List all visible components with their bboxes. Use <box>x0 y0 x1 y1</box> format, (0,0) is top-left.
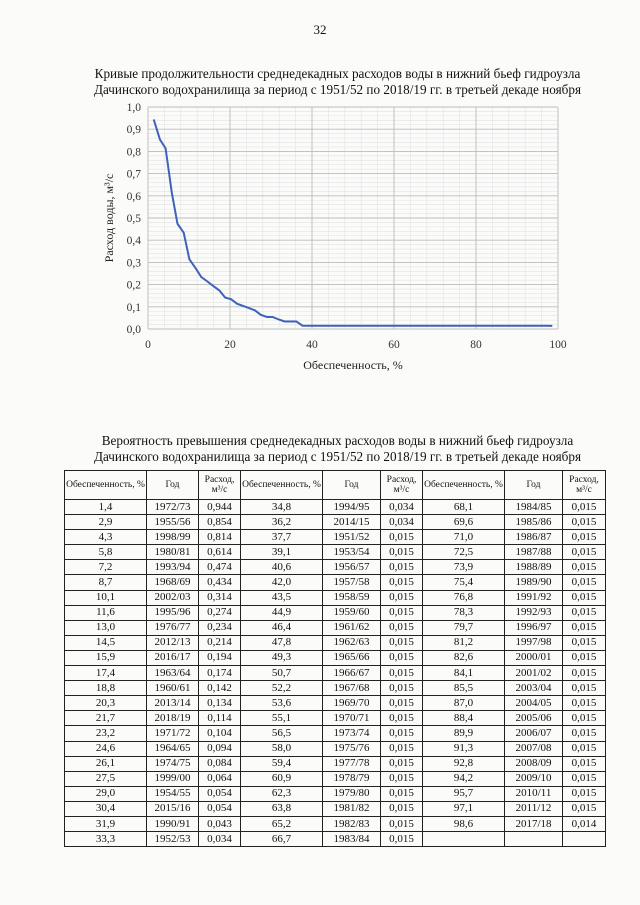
table-cell: 0,015 <box>381 590 423 605</box>
table-cell: 0,064 <box>199 771 241 786</box>
table-cell: 1998/99 <box>147 530 199 545</box>
column-header: Обеспеченность, % <box>241 471 323 500</box>
table-cell: 0,084 <box>199 756 241 771</box>
table-cell: 43,5 <box>241 590 323 605</box>
y-axis-label: Расход воды, м³/с <box>102 173 116 263</box>
table-cell: 1971/72 <box>147 726 199 741</box>
table-cell: 1992/93 <box>505 605 563 620</box>
table-cell: 0,015 <box>381 650 423 665</box>
table-cell: 2002/03 <box>147 590 199 605</box>
table-cell: 0,015 <box>563 575 606 590</box>
table-cell: 1981/82 <box>323 801 381 816</box>
table-cell: 1996/97 <box>505 620 563 635</box>
table-title-line1: Вероятность превышения среднедекадных расходов воды в нижний бьеф гидроузла <box>101 433 574 448</box>
table-cell: 1954/55 <box>147 786 199 801</box>
table-cell: 17,4 <box>65 666 147 681</box>
table-cell: 0,015 <box>563 620 606 635</box>
table-cell: 1974/75 <box>147 756 199 771</box>
duration-curve-chart <box>0 0 640 380</box>
table-row <box>65 620 606 635</box>
table-row <box>65 605 606 620</box>
table-cell: 2007/08 <box>505 741 563 756</box>
table-cell: 1966/67 <box>323 666 381 681</box>
y-tick-label: 0,7 <box>126 168 141 181</box>
table-cell: 1965/66 <box>323 650 381 665</box>
table-cell: 0,015 <box>381 816 423 831</box>
table-cell: 39,1 <box>241 545 323 560</box>
table-row <box>65 530 606 545</box>
table-cell: 0,015 <box>381 545 423 560</box>
table-cell: 71,0 <box>423 530 505 545</box>
table-cell: 2004/05 <box>505 696 563 711</box>
table-row <box>65 500 606 515</box>
table-cell: 1980/81 <box>147 545 199 560</box>
table-cell: 0,474 <box>199 560 241 575</box>
table-cell: 1960/61 <box>147 681 199 696</box>
table-cell: 0,174 <box>199 666 241 681</box>
table-cell: 1977/78 <box>323 756 381 771</box>
table-row <box>65 650 606 665</box>
table-cell: 59,4 <box>241 756 323 771</box>
table-cell: 1961/62 <box>323 620 381 635</box>
table-cell: 1982/83 <box>323 816 381 831</box>
table-cell: 1964/65 <box>147 741 199 756</box>
table-cell <box>505 832 563 847</box>
table-cell: 60,9 <box>241 771 323 786</box>
y-tick-label: 1,0 <box>126 102 141 114</box>
table-cell: 0,015 <box>563 605 606 620</box>
y-tick-label: 0,4 <box>126 235 141 248</box>
table-cell: 0,015 <box>381 756 423 771</box>
table-cell: 75,4 <box>423 575 505 590</box>
table-title <box>30 433 640 465</box>
table-cell: 0,015 <box>563 696 606 711</box>
table-cell: 0,094 <box>199 741 241 756</box>
table-cell: 1,4 <box>65 500 147 515</box>
table-cell: 13,0 <box>65 620 147 635</box>
table-header-row <box>65 471 606 500</box>
table-cell: 42,0 <box>241 575 323 590</box>
column-header: Обеспеченность, % <box>423 471 505 500</box>
table-row <box>65 560 606 575</box>
table-cell: 0,194 <box>199 650 241 665</box>
table-cell: 1989/90 <box>505 575 563 590</box>
table-cell: 0,054 <box>199 801 241 816</box>
table-cell: 1987/88 <box>505 545 563 560</box>
column-header: Расход, м³/с <box>199 471 241 500</box>
column-header: Расход, м³/с <box>563 471 606 500</box>
table-cell: 0,114 <box>199 711 241 726</box>
table-cell: 1978/79 <box>323 771 381 786</box>
y-tick-label: 0,1 <box>126 301 141 314</box>
table-cell: 0,015 <box>381 681 423 696</box>
table-cell: 97,1 <box>423 801 505 816</box>
table-cell: 2012/13 <box>147 635 199 650</box>
table-cell: 91,3 <box>423 741 505 756</box>
table-row <box>65 756 606 771</box>
x-axis-label: Обеспеченность, % <box>303 358 403 372</box>
table-cell: 0,043 <box>199 816 241 831</box>
table-cell: 1959/60 <box>323 605 381 620</box>
table-cell: 2011/12 <box>505 801 563 816</box>
table-cell: 0,234 <box>199 620 241 635</box>
table-cell: 89,9 <box>423 726 505 741</box>
table-cell: 26,1 <box>65 756 147 771</box>
table-cell: 95,7 <box>423 786 505 801</box>
table-cell: 0,015 <box>563 786 606 801</box>
table-cell: 2015/16 <box>147 801 199 816</box>
table-cell: 1951/52 <box>323 530 381 545</box>
table-cell: 1969/70 <box>323 696 381 711</box>
table-cell: 1986/87 <box>505 530 563 545</box>
table-cell: 0,015 <box>381 741 423 756</box>
table-cell: 5,8 <box>65 545 147 560</box>
x-axis-ticks <box>145 339 567 351</box>
table-cell: 2018/19 <box>147 711 199 726</box>
table-cell: 11,6 <box>65 605 147 620</box>
table-cell: 1968/69 <box>147 575 199 590</box>
table-cell <box>563 832 606 847</box>
table-cell: 1973/74 <box>323 726 381 741</box>
table-cell: 18,8 <box>65 681 147 696</box>
exceedance-table <box>64 470 606 847</box>
table-cell: 1997/98 <box>505 635 563 650</box>
table-cell: 98,6 <box>423 816 505 831</box>
table-cell: 0,104 <box>199 726 241 741</box>
table-cell: 63,8 <box>241 801 323 816</box>
table-cell: 1952/53 <box>147 832 199 847</box>
table-cell: 0,015 <box>381 620 423 635</box>
table-cell: 0,015 <box>563 515 606 530</box>
chart-title-line2: Дачинского водохранилища за период с 1951/52 по 2018/19 гг. в третьей декаде ноября <box>93 82 582 97</box>
table-cell: 0,015 <box>563 666 606 681</box>
table-cell: 0,015 <box>381 726 423 741</box>
table-row <box>65 590 606 605</box>
table-cell: 58,0 <box>241 741 323 756</box>
table-row <box>65 711 606 726</box>
table-cell: 46,4 <box>241 620 323 635</box>
table-cell: 10,1 <box>65 590 147 605</box>
table-row <box>65 635 606 650</box>
table-cell: 78,3 <box>423 605 505 620</box>
table-cell: 2017/18 <box>505 816 563 831</box>
table-cell: 15,9 <box>65 650 147 665</box>
table-cell: 0,015 <box>563 801 606 816</box>
table-cell: 2001/02 <box>505 666 563 681</box>
y-tick-label: 0,2 <box>126 279 141 292</box>
table-cell: 2013/14 <box>147 696 199 711</box>
table-row <box>65 771 606 786</box>
table-row <box>65 832 606 847</box>
table-cell: 2000/01 <box>505 650 563 665</box>
table-cell: 56,5 <box>241 726 323 741</box>
table-cell: 0,015 <box>563 545 606 560</box>
table-cell: 85,5 <box>423 681 505 696</box>
table-cell: 1963/64 <box>147 666 199 681</box>
table-cell: 0,015 <box>563 500 606 515</box>
column-header: Расход, м³/с <box>381 471 423 500</box>
y-tick-label: 0,3 <box>126 257 141 270</box>
table-cell: 53,6 <box>241 696 323 711</box>
table-cell: 2009/10 <box>505 771 563 786</box>
table-cell: 1994/95 <box>323 500 381 515</box>
table-cell: 65,2 <box>241 816 323 831</box>
table-cell: 0,015 <box>381 801 423 816</box>
table-cell: 2,9 <box>65 515 147 530</box>
table-row <box>65 816 606 831</box>
table-cell: 24,6 <box>65 741 147 756</box>
table-cell: 0,015 <box>381 575 423 590</box>
table-row <box>65 515 606 530</box>
table-cell: 1957/58 <box>323 575 381 590</box>
table-cell: 1979/80 <box>323 786 381 801</box>
table-cell: 1983/84 <box>323 832 381 847</box>
table-cell: 0,015 <box>563 635 606 650</box>
table-cell: 29,0 <box>65 786 147 801</box>
table-cell: 68,1 <box>423 500 505 515</box>
table-cell: 47,8 <box>241 635 323 650</box>
table-cell: 0,015 <box>381 605 423 620</box>
y-tick-label: 0,0 <box>126 324 141 336</box>
table-cell: 81,2 <box>423 635 505 650</box>
table-cell: 1988/89 <box>505 560 563 575</box>
x-tick-label: 40 <box>306 339 318 351</box>
table-cell: 33,3 <box>65 832 147 847</box>
table-cell: 0,015 <box>381 696 423 711</box>
y-tick-label: 0,5 <box>126 213 141 225</box>
table-cell: 34,8 <box>241 500 323 515</box>
table-cell: 0,814 <box>199 530 241 545</box>
column-header: Год <box>147 471 199 500</box>
x-tick-label: 80 <box>470 339 482 351</box>
table-cell: 0,015 <box>563 530 606 545</box>
table-cell: 0,015 <box>381 832 423 847</box>
table-cell: 0,015 <box>563 681 606 696</box>
chart-major-grid <box>148 107 558 329</box>
table-cell: 21,7 <box>65 711 147 726</box>
table-cell: 1984/85 <box>505 500 563 515</box>
table-cell: 44,9 <box>241 605 323 620</box>
table-cell: 0,015 <box>563 741 606 756</box>
table-cell: 0,015 <box>563 590 606 605</box>
table-cell: 0,015 <box>381 560 423 575</box>
table-cell: 1972/73 <box>147 500 199 515</box>
table-cell: 36,2 <box>241 515 323 530</box>
table-cell: 0,015 <box>381 635 423 650</box>
table-cell: 76,8 <box>423 590 505 605</box>
table-cell: 0,015 <box>563 650 606 665</box>
x-tick-label: 60 <box>388 339 400 351</box>
x-tick-label: 0 <box>145 339 151 351</box>
table-cell: 20,3 <box>65 696 147 711</box>
y-tick-label: 0,9 <box>126 124 141 137</box>
table-row <box>65 666 606 681</box>
table-cell: 1985/86 <box>505 515 563 530</box>
table-cell: 2008/09 <box>505 756 563 771</box>
table-cell: 50,7 <box>241 666 323 681</box>
table-row <box>65 681 606 696</box>
chart-title-line1: Кривые продолжительности среднедекадных расходов воды в нижний бьеф гидроузла <box>94 66 581 81</box>
table-cell: 87,0 <box>423 696 505 711</box>
table-cell: 0,015 <box>381 786 423 801</box>
table-cell: 8,7 <box>65 575 147 590</box>
table-cell: 0,015 <box>381 666 423 681</box>
table-row <box>65 741 606 756</box>
y-axis-ticks <box>127 102 142 336</box>
table-cell: 2005/06 <box>505 711 563 726</box>
y-tick-label: 0,8 <box>126 146 141 159</box>
table-cell: 0,614 <box>199 545 241 560</box>
table-cell: 79,7 <box>423 620 505 635</box>
table-cell: 0,034 <box>199 832 241 847</box>
table-cell: 0,944 <box>199 500 241 515</box>
table-cell: 1995/96 <box>147 605 199 620</box>
table-cell: 0,015 <box>563 560 606 575</box>
table-cell: 0,015 <box>563 756 606 771</box>
table-cell: 62,3 <box>241 786 323 801</box>
table-row <box>65 786 606 801</box>
table-cell: 92,8 <box>423 756 505 771</box>
table-row <box>65 726 606 741</box>
table-cell: 37,7 <box>241 530 323 545</box>
x-tick-label: 20 <box>224 339 236 351</box>
table-cell: 69,6 <box>423 515 505 530</box>
table-cell: 0,014 <box>563 816 606 831</box>
table-cell: 1967/68 <box>323 681 381 696</box>
table-cell: 2006/07 <box>505 726 563 741</box>
y-tick-label: 0,6 <box>126 190 141 203</box>
table-cell: 72,5 <box>423 545 505 560</box>
table-row <box>65 575 606 590</box>
table-cell: 1975/76 <box>323 741 381 756</box>
table-cell: 0,015 <box>381 771 423 786</box>
table-cell: 40,6 <box>241 560 323 575</box>
table-cell: 52,2 <box>241 681 323 696</box>
table-cell: 1976/77 <box>147 620 199 635</box>
column-header: Год <box>323 471 381 500</box>
column-header: Обеспеченность, % <box>65 471 147 500</box>
table-cell: 88,4 <box>423 711 505 726</box>
table-cell: 30,4 <box>65 801 147 816</box>
table-cell: 0,034 <box>381 515 423 530</box>
table-title-line2: Дачинского водохранилища за период с 1951/52 по 2018/19 гг. в третьей декаде ноября <box>93 449 582 464</box>
table-cell: 1999/00 <box>147 771 199 786</box>
table-cell: 1956/57 <box>323 560 381 575</box>
table-cell: 14,5 <box>65 635 147 650</box>
table-cell: 1962/63 <box>323 635 381 650</box>
table-cell: 1958/59 <box>323 590 381 605</box>
table-cell: 0,015 <box>381 530 423 545</box>
table-cell: 0,134 <box>199 696 241 711</box>
table-cell: 2014/15 <box>323 515 381 530</box>
table-cell: 1991/92 <box>505 590 563 605</box>
table-cell: 1993/94 <box>147 560 199 575</box>
table-cell: 2010/11 <box>505 786 563 801</box>
column-header: Год <box>505 471 563 500</box>
table-cell: 66,7 <box>241 832 323 847</box>
table-cell: 0,015 <box>563 771 606 786</box>
table-cell: 0,274 <box>199 605 241 620</box>
table-cell: 1953/54 <box>323 545 381 560</box>
table-cell: 0,314 <box>199 590 241 605</box>
table-cell: 0,015 <box>563 711 606 726</box>
table-cell: 31,9 <box>65 816 147 831</box>
x-tick-label: 100 <box>549 339 567 351</box>
table-body <box>65 500 606 847</box>
table-cell: 0,015 <box>563 726 606 741</box>
table-cell: 73,9 <box>423 560 505 575</box>
table-cell: 23,2 <box>65 726 147 741</box>
table-cell: 0,214 <box>199 635 241 650</box>
table-cell: 0,434 <box>199 575 241 590</box>
table-cell: 7,2 <box>65 560 147 575</box>
table-cell: 82,6 <box>423 650 505 665</box>
table-cell: 1990/91 <box>147 816 199 831</box>
table-cell: 2016/17 <box>147 650 199 665</box>
table-cell: 1970/71 <box>323 711 381 726</box>
table-cell: 0,015 <box>381 711 423 726</box>
page-number: 32 <box>313 22 327 37</box>
table-cell: 84,1 <box>423 666 505 681</box>
table-cell: 49,3 <box>241 650 323 665</box>
table-cell: 0,034 <box>381 500 423 515</box>
table-cell: 4,3 <box>65 530 147 545</box>
table-row <box>65 696 606 711</box>
table-cell: 2003/04 <box>505 681 563 696</box>
table-cell: 0,142 <box>199 681 241 696</box>
table-cell: 0,054 <box>199 786 241 801</box>
table-cell <box>423 832 505 847</box>
table-row <box>65 545 606 560</box>
table-cell: 94,2 <box>423 771 505 786</box>
table-row <box>65 801 606 816</box>
table-cell: 0,854 <box>199 515 241 530</box>
table-cell: 27,5 <box>65 771 147 786</box>
table-cell: 55,1 <box>241 711 323 726</box>
table-cell: 1955/56 <box>147 515 199 530</box>
